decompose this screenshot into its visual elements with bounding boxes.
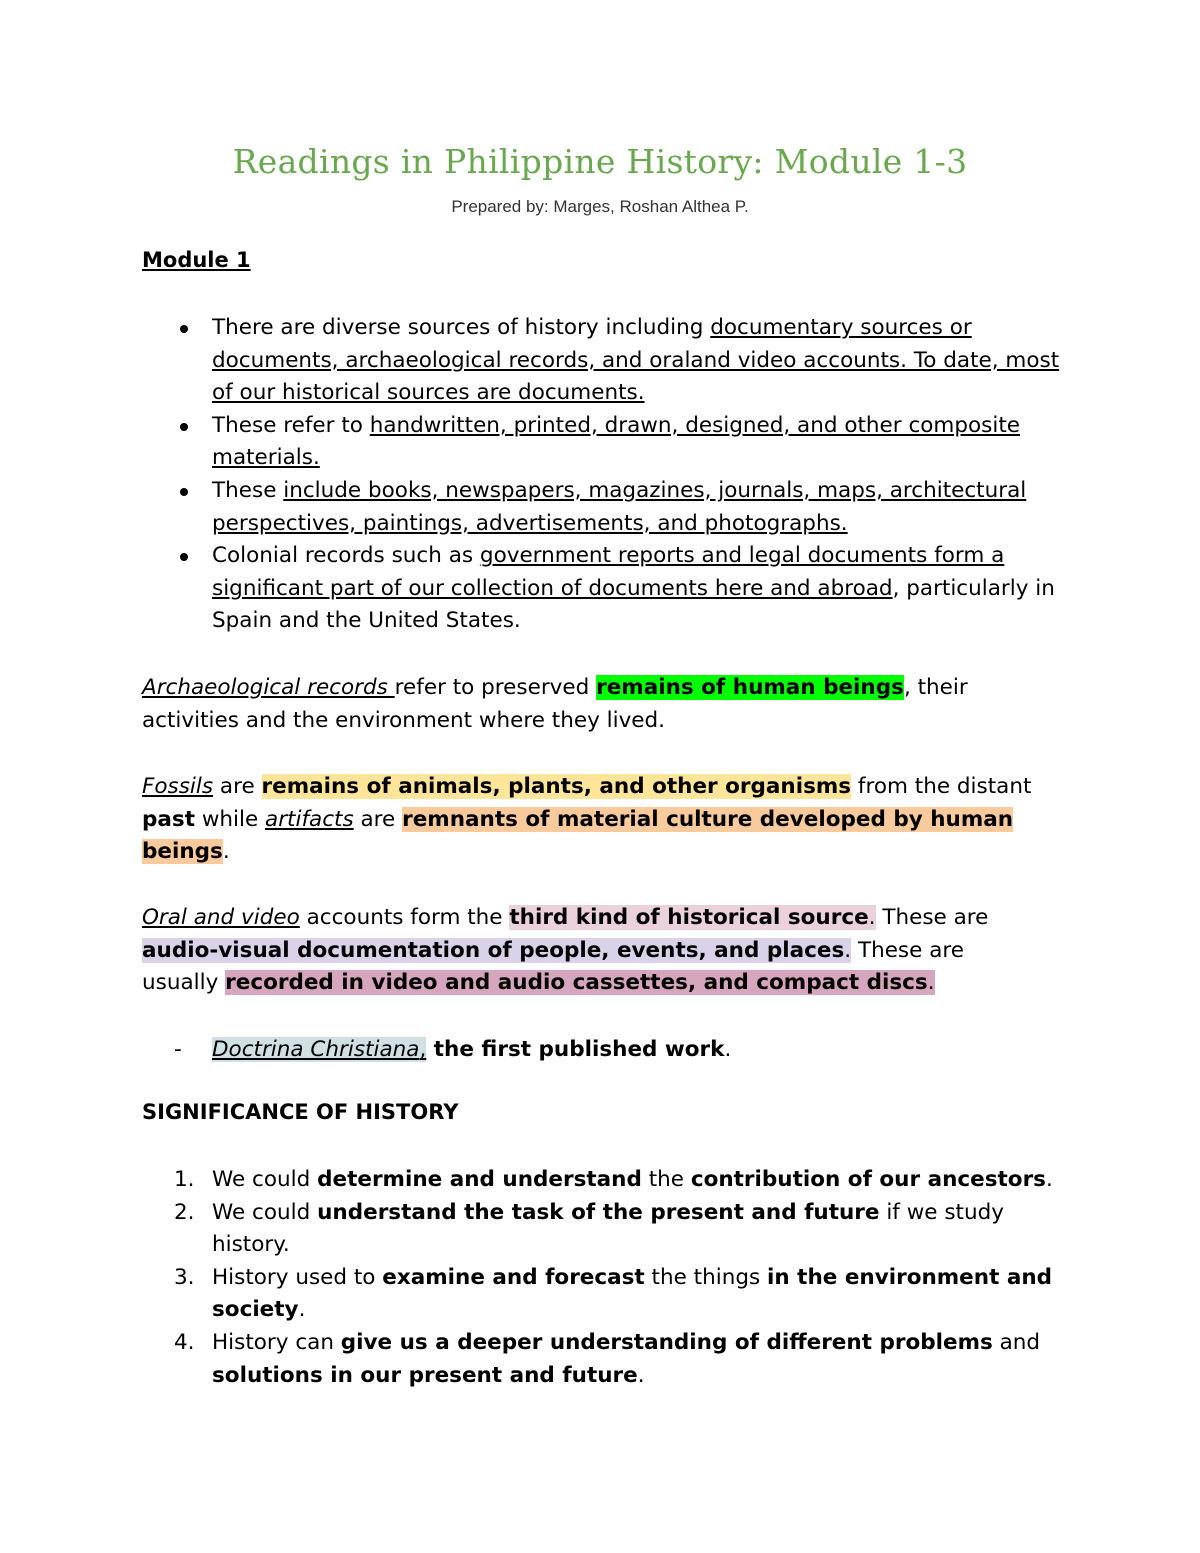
significance-list [142,1164,1082,1392]
text-run: History can [212,1329,341,1355]
text-run: include books, newspapers, magazines, journals, maps, architectural perspectives, paintings, advertisements, and photographs. [212,477,1027,536]
text-run: These [212,477,284,503]
text-run: while [194,806,266,832]
text-run: if we study history. [212,1199,1004,1258]
text-run: the [641,1167,691,1192]
bullet-icon [180,553,188,561]
bold-text: past [142,806,195,832]
bold-text: contribution of our ancestors [690,1167,1046,1192]
list-number: 4. [174,1329,195,1355]
bullet-icon [180,488,188,496]
highlighted-text: recorded in video and audio cassettes, and compact discs [225,970,928,996]
bold-text: the first published work [426,1037,725,1062]
text-run: Archaeological records [142,675,395,700]
text-run: . [724,1037,732,1062]
text-run: are [353,806,403,832]
highlighted-text: remains of human beings [596,675,904,700]
bullet-icon [180,423,188,431]
list-number: 2. [174,1199,195,1225]
text-run: refer to preserved [394,675,597,700]
fossils-artifacts-paragraph [142,771,1042,869]
text-run: , their activities and the environment where they lived. [142,675,968,733]
list-number: 1. [174,1167,195,1192]
dash-marker: - [174,1037,182,1062]
text-run: . [1045,1167,1053,1192]
text-run: Colonial records such as [212,543,480,569]
text-run: documentary sources or documents, archaeological records, and oraland video accounts. To date, most of our historical sources are documents. [212,315,1060,406]
text-run: We could [212,1167,318,1192]
text-run: These are [875,905,989,930]
text-run: are [213,774,262,799]
text-run: from the distant [851,774,1032,799]
bold-text: understand the task of the present and future [317,1199,880,1225]
bullet-icon [180,325,188,333]
list-item [142,1197,1082,1262]
highlighted-text: remnants of material culture developed by human beings [142,806,1014,865]
highlighted-text: audio-visual documentation of people, events, and places [142,937,845,963]
text-run: These are usually [142,937,964,996]
list-item [142,1262,1082,1327]
module-1-heading: Module 1 [142,248,251,272]
text-run: We could [212,1199,318,1225]
oral-video-paragraph [142,902,1022,1000]
text-run: Fossils [142,774,214,799]
list-item [142,1327,1082,1392]
list-item [142,540,1082,638]
archaeological-records-paragraph [142,672,1042,737]
bold-text: solutions in our present and future [212,1362,638,1388]
text-run: . [222,839,230,865]
text-run: . [298,1297,306,1323]
highlighted-text: . [927,970,935,996]
module-1-bullet-list [142,312,1082,638]
bold-text: examine and forecast [382,1264,645,1290]
text-run: handwritten, printed, drawn, designed, and other composite materials. [212,412,1021,471]
text-run: accounts form the [299,905,510,930]
list-item [142,1164,1082,1197]
list-item [142,410,1082,475]
highlighted-text: remains of animals, plants, and other organisms [261,774,852,799]
text-run: These refer to [212,412,370,438]
text-run: History used to [212,1264,383,1290]
highlighted-text: . [868,905,876,930]
significance-heading: SIGNIFICANCE OF HISTORY [142,1100,459,1124]
highlighted-text: . [844,937,852,963]
text-run: government reports and legal documents form a significant part of our collection of documents here and abroad [212,543,1005,601]
text-run: There are diverse sources of history including [212,315,711,340]
list-item [142,475,1082,540]
text-run: Oral and video [142,905,300,930]
highlighted-text: third kind of historical source [509,905,869,930]
list-number: 3. [174,1264,195,1290]
bold-text: determine and understand [317,1167,642,1192]
text-run: and [992,1329,1041,1355]
highlighted-text: Doctrina Christiana [212,1037,420,1062]
bold-text: give us a deeper understanding of different problems [340,1329,993,1355]
document-title: Readings in Philippine History: Module 1-3 [232,142,968,181]
author-line: Prepared by: Marges, Roshan Althea P. [451,197,749,216]
text-run: , particularly in Spain and the United States. [212,575,1055,634]
text-run: . [637,1362,645,1388]
bold-text: in the environment and society [212,1264,1053,1323]
text-run: the things [644,1264,768,1290]
dash-item-text [212,1034,731,1067]
list-item [142,312,1082,410]
text-run: artifacts [265,806,354,832]
highlighted-text: , [419,1037,427,1062]
